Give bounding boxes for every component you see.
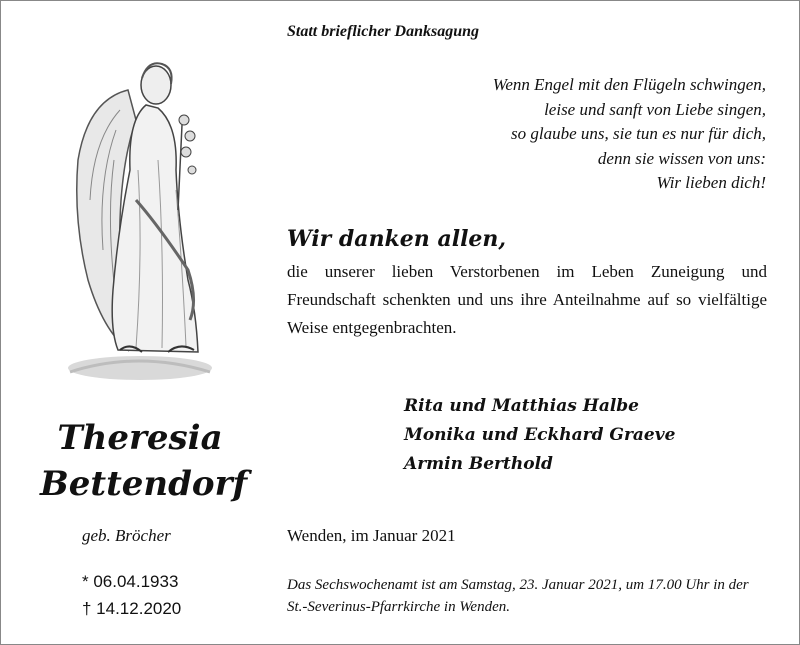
- poem-line: Wenn Engel mit den Flügeln schwingen,: [492, 75, 766, 94]
- maiden-name: geb. Bröcher: [82, 526, 171, 545]
- signer: Rita und Matthias Halbe: [404, 396, 639, 416]
- deceased-last-name: Bettendorf: [40, 464, 248, 504]
- place-date: Wenden, im Januar 2021: [287, 526, 456, 545]
- poem: [493, 73, 766, 196]
- thanks-title: Wir danken allen,: [287, 226, 507, 252]
- poem-line: so glaube uns, sie tun es nur für dich,: [511, 124, 766, 143]
- service-info: Das Sechswochenamt ist am Samstag, 23. Januar 2021, um 17.00 Uhr in der St.-Severinus-Pfarrkirche in Wenden.: [287, 577, 749, 615]
- poem-line: denn sie wissen von uns:: [597, 148, 766, 168]
- thanks-body: die unserer lieben Verstorbenen im Leben Zuneigung und Freundschaft schenkten und uns ihre Anteilnahme auf so vielfältige Weise entgegenbrachten.: [287, 262, 767, 337]
- death-date: † 14.12.2020: [82, 599, 182, 618]
- notice-header: Statt brieflicher Danksagung: [287, 23, 480, 40]
- deceased-first-name: Theresia: [57, 418, 223, 458]
- signer: Monika und Eckhard Graeve: [404, 425, 676, 445]
- poem-line: leise und sanft von Liebe singen,: [544, 99, 766, 119]
- poem-line: Wir lieben dich!: [656, 173, 766, 192]
- angel-statue-illustration: [58, 50, 218, 385]
- signers: [404, 392, 675, 479]
- signer: Armin Berthold: [404, 454, 553, 474]
- birth-date: * 06.04.1933: [82, 572, 179, 591]
